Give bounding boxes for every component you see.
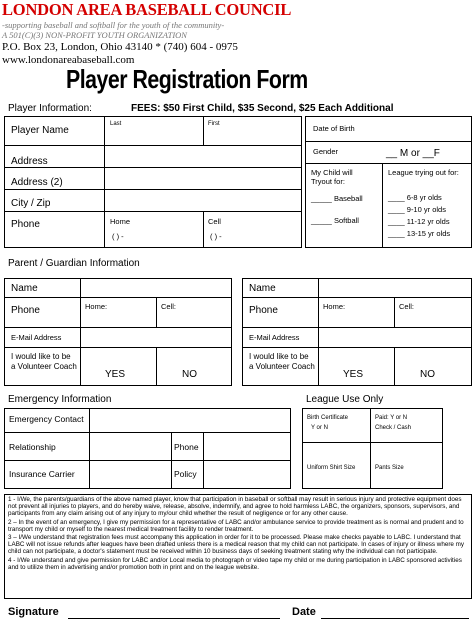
baseball-option[interactable]: _____ Baseball [311, 194, 363, 203]
website: www.londonareabaseball.com [2, 54, 135, 66]
uniform-shirt-label: Uniform Shirt Size [307, 465, 356, 471]
parent1-yes-option[interactable]: YES [105, 369, 126, 380]
address-label: Address [11, 156, 48, 167]
league-11-12[interactable]: ____ 11-12 yr olds [388, 217, 450, 226]
parent1-name-field[interactable] [81, 279, 231, 297]
parent-section-label: Parent / Guardian Information [8, 258, 140, 269]
cell-phone-label: Cell [208, 217, 221, 226]
term-3: 3 – I/We understand that registration fees must accompany this application in order for it to be processed. Please make checks payable to LABC. I understand that LABC will not issue refunds after leagues have been drafted unless there is a medical reason that my child can not participate. In cases of injury or illness where my child can not participate, a doctor's statement must be received within 10 business days of seeking treatment stating why the individual can not participate. [8, 534, 465, 556]
terms-box [4, 494, 472, 599]
address-field[interactable] [105, 146, 301, 167]
parent1-cell-field[interactable] [157, 298, 231, 327]
address2-label: Address (2) [11, 177, 63, 188]
emergency-phone-field[interactable] [204, 433, 290, 460]
tagline: -supporting baseball and softball for the youth of the community- [2, 20, 225, 30]
parent2-name-label: Name [249, 283, 276, 294]
league-13-15[interactable]: ____ 13-15 yr olds [388, 229, 451, 238]
insurance-label: Insurance Carrier [9, 469, 75, 479]
last-name-field[interactable] [105, 117, 203, 145]
nonprofit-line: A 501(C)(3) NON-PROFIT YOUTH ORGANIZATION [2, 30, 187, 40]
tryout-label: My Child will Tryout for: [311, 168, 353, 186]
first-name-field[interactable] [204, 117, 301, 145]
parent2-email-label: E-Mail Address [249, 333, 300, 342]
parent2-cell-label: Cell: [399, 302, 415, 311]
check-cash-label[interactable]: Check / Cash [375, 425, 412, 431]
birth-cert-yn[interactable]: Y or N [311, 425, 328, 431]
emergency-contact-field[interactable] [90, 409, 290, 432]
paid-label[interactable]: Paid: Y or N [375, 415, 408, 421]
emergency-contact-label: Emergency Contact [9, 414, 84, 424]
gender-options[interactable]: __ M or __F [386, 148, 440, 159]
parent2-home-label: Home: [323, 302, 346, 311]
player-name-label: Player Name [11, 125, 69, 136]
dob-label: Date of Birth [313, 124, 355, 133]
parent2-phone-label: Phone [249, 305, 278, 316]
parent1-table [4, 278, 232, 386]
phone-label: Phone [11, 219, 40, 230]
gender-label: Gender [313, 147, 339, 156]
parent1-cell-label: Cell: [161, 302, 177, 311]
league-use-label: League Use Only [306, 394, 384, 405]
home-phone-format: ( ) - [112, 232, 124, 241]
term-4: 4 - I/We understand and give permission for LABC and/or Local media to photograph or video tape my child or me during participation in LABC sponsored activities and to utilize them in advertising and/or promotion both in print and on the league website. [8, 556, 462, 571]
league-6-8[interactable]: ____ 6-8 yr olds [388, 193, 442, 202]
home-phone-field[interactable] [105, 212, 203, 247]
term-2: 2 – In the event of an emergency, I give my permission for a representative of LABC and/or ambulance service to provide treatment as is normal and prudent and to transport my child or myself to the nearest medical treatment facility to render treatment. [8, 518, 464, 533]
pants-size-label: Pants Size [375, 465, 404, 471]
parent2-volunteer-label: I would like to be a Volunteer Coach [249, 352, 315, 371]
term-1: 1 - I/We, the parents/guardians of the above named player, know that participation in baseball or softball may result in serious injury and protective equipment does not prevent all injuries to players, and do hereby waive, release, absolve, indemnify, and agree to hold harmless LABC, the organizers, sponsors, supervisors, and participants from any claim arising out of any injury to my/our child whether the result of negligence or for any other cause. [8, 496, 462, 518]
player-info-table [4, 116, 302, 248]
parent1-phone-label: Phone [11, 305, 40, 316]
emergency-section-label: Emergency Information [8, 394, 112, 405]
contact-address: P.O. Box 23, London, Ohio 43140 * (740) 604 - 0975 [2, 41, 238, 53]
city-zip-label: City / Zip [11, 198, 51, 209]
parent2-cell-field[interactable] [395, 298, 471, 327]
home-phone-label: Home [110, 217, 131, 226]
cell-phone-field[interactable] [204, 212, 301, 247]
parent2-table [242, 278, 472, 386]
signature-line[interactable] [68, 618, 280, 619]
softball-option[interactable]: _____ Softball [311, 216, 359, 225]
parent1-home-label: Home: [85, 302, 108, 311]
form-title: Player Registration Form [66, 64, 308, 94]
date-line[interactable] [321, 618, 469, 619]
birth-cert-label: Birth Certificate [307, 415, 349, 421]
relationship-field[interactable] [90, 433, 171, 460]
last-name-label: Last [110, 121, 122, 127]
parent1-name-label: Name [11, 283, 38, 294]
emergency-table [4, 408, 291, 489]
city-zip-field[interactable] [105, 190, 301, 211]
league-9-10[interactable]: ____ 9-10 yr olds [388, 205, 446, 214]
fees-text: FEES: $50 First Child, $35 Second, $25 Each Additional [131, 103, 394, 114]
player-info-label: Player Information: [8, 103, 92, 114]
dob-field[interactable] [366, 117, 471, 141]
parent1-email-field[interactable] [81, 328, 231, 347]
league-label: League trying out for: [388, 168, 459, 177]
org-name: LONDON AREA BASEBALL COUNCIL [2, 0, 292, 19]
parent1-volunteer-label: I would like to be a Volunteer Coach [11, 352, 77, 371]
relationship-label: Relationship [9, 442, 56, 452]
parent2-yes-option[interactable]: YES [343, 369, 364, 380]
parent1-no-option[interactable]: NO [182, 369, 197, 380]
parent2-no-option[interactable]: NO [420, 369, 435, 380]
policy-field[interactable] [204, 461, 290, 488]
address2-field[interactable] [105, 168, 301, 189]
league-use-table [302, 408, 443, 489]
parent2-name-field[interactable] [319, 279, 471, 297]
parent1-email-label: E-Mail Address [11, 333, 62, 342]
signature-label: Signature [8, 606, 59, 618]
cell-phone-format: ( ) - [210, 232, 222, 241]
date-label: Date [292, 606, 316, 618]
insurance-field[interactable] [90, 461, 171, 488]
policy-label: Policy [174, 469, 197, 479]
parent2-home-field[interactable] [319, 298, 394, 327]
first-name-label: First [208, 121, 220, 127]
dob-table [305, 116, 472, 248]
emergency-phone-label: Phone [174, 442, 199, 452]
parent2-email-field[interactable] [319, 328, 471, 347]
parent1-home-field[interactable] [81, 298, 156, 327]
